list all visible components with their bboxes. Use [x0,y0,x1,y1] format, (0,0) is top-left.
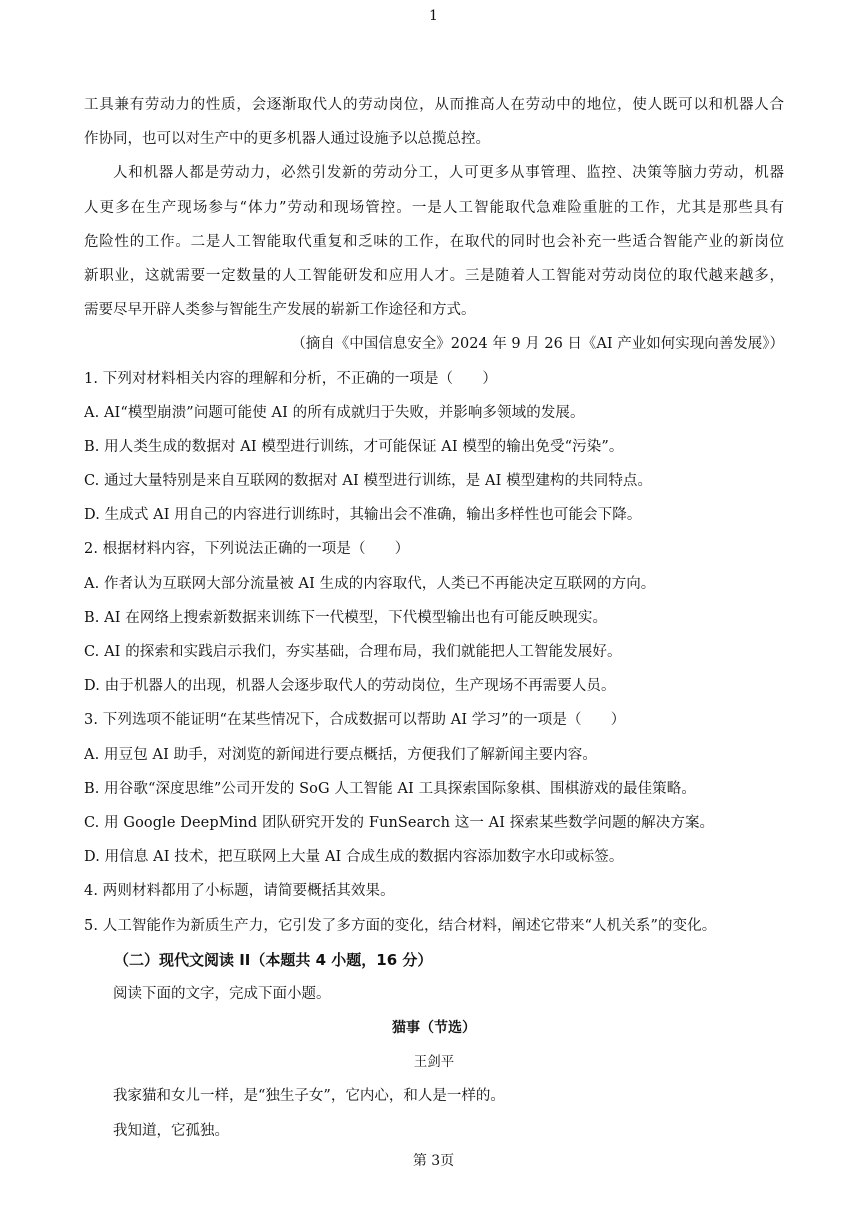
answer-option: C. 通过大量特别是来自互联网的数据对 AI 模型进行训练，是 AI 模型建构的共同特点。 [84,473,653,490]
question-stem: 2. 根据材料内容，下列说法正确的一项是（ ） [84,541,410,558]
answer-option: C. 用 Google DeepMind 团队研究开发的 FunSearch 这一 AI 探索某些数学问题的解决方案。 [84,814,715,831]
answer-option: D. 用信息 AI 技术，把互联网上大量 AI 合成生成的数据内容添加数字水印或标签。 [84,849,624,866]
passage-line: 危险性的工作。二是人工智能取代重复和乏味的工作，在取代的同时也会补充一些适合智能产业的新岗位 [84,233,784,250]
passage-line: 人更多在生产现场参与“体力”劳动和现场管控。一是人工智能取代急难险重脏的工作，尤其是那些具有 [84,199,784,216]
story-title: 猫事（节选） [392,1020,476,1037]
question-stem: 3. 下列选项不能证明“在某些情况下，合成数据可以帮助 AI 学习”的一项是（ ） [84,712,626,729]
answer-option: C. AI 的探索和实践启示我们，夯实基础，合理布局，我们就能把人工智能发展好。 [84,644,622,660]
passage-line: 工具兼有劳动力的性质，会逐渐取代人的劳动岗位，从而推高人在劳动中的地位，使人既可以和机器人合 [84,97,784,113]
story-author: 王剑平 [413,1054,455,1071]
answer-option: B. 用谷歌“深度思维”公司开发的 SoG 人工智能 AI 工具探索国际象棋、围棋游戏的最佳策略。 [84,780,696,797]
answer-option: B. 用人类生成的数据对 AI 模型进行训练，才可能保证 AI 模型的输出免受“污染”。 [84,438,624,455]
answer-option: D. 由于机器人的出现，机器人会逐步取代人的劳动岗位，生产现场不再需要人员。 [84,678,616,695]
story-line: 我知道，它孤独。 [113,1122,229,1139]
question-stem: 1. 下列对材料相关内容的理解和分析，不正确的一项是（ ） [84,370,497,387]
passage-line: 作协同，也可以对生产中的更多机器人通过设施予以总揽总控。 [84,131,490,148]
passage-line: 人和机器人都是劳动力，必然引发新的劳动分工，人可更多从事管理、监控、决策等脑力劳动，机器 [113,165,784,182]
section-heading: （二）现代文阅读 II（本题共 4 小题，16 分） [114,950,433,969]
question-stem: 4. 两则材料都用了小标题，请简要概括其效果。 [84,883,395,900]
page-number: 1 [429,8,438,24]
passage-line: 新职业，这就需要一定数量的人工智能研发和应用人才。三是随着人工智能对劳动岗位的取代越来越多， [84,267,784,284]
question-stem: 5. 人工智能作为新质生产力，它引发了多方面的变化，结合材料，阐述它带来“人机关系”的变化。 [84,917,717,934]
answer-option: A. 用豆包 AI 助手，对浏览的新闻进行要点概括，方便我们了解新闻主要内容。 [84,746,598,763]
answer-option: A. AI“模型崩溃”问题可能使 AI 的所有成就归于失败，并影响多领域的发展。 [84,404,585,421]
passage-line: 需要尽早开辟人类参与智能生产发展的崭新工作途径和方式。 [84,302,476,319]
page-footer: 第 3页 [412,1153,455,1169]
source-note: （摘自《中国信息安全》2024 年 9 月 26 日《AI 产业如何实现向善发展》） [291,336,784,353]
answer-option: D. 生成式 AI 用自己的内容进行训练时，其输出会不准确，输出多样性也可能会下降。 [84,507,642,524]
instruction-text: 阅读下面的文字，完成下面小题。 [113,985,331,1002]
answer-option: B. AI 在网络上搜索新数据来训练下一代模型，下代模型输出也有可能反映现实。 [84,609,608,626]
story-line: 我家猫和女儿一样，是“独生子女”，它内心，和人是一样的。 [113,1088,505,1105]
answer-option: A. 作者认为互联网大部分流量被 AI 生成的内容取代，人类已不再能决定互联网的方向。 [84,575,656,592]
document-body [84,88,784,1148]
